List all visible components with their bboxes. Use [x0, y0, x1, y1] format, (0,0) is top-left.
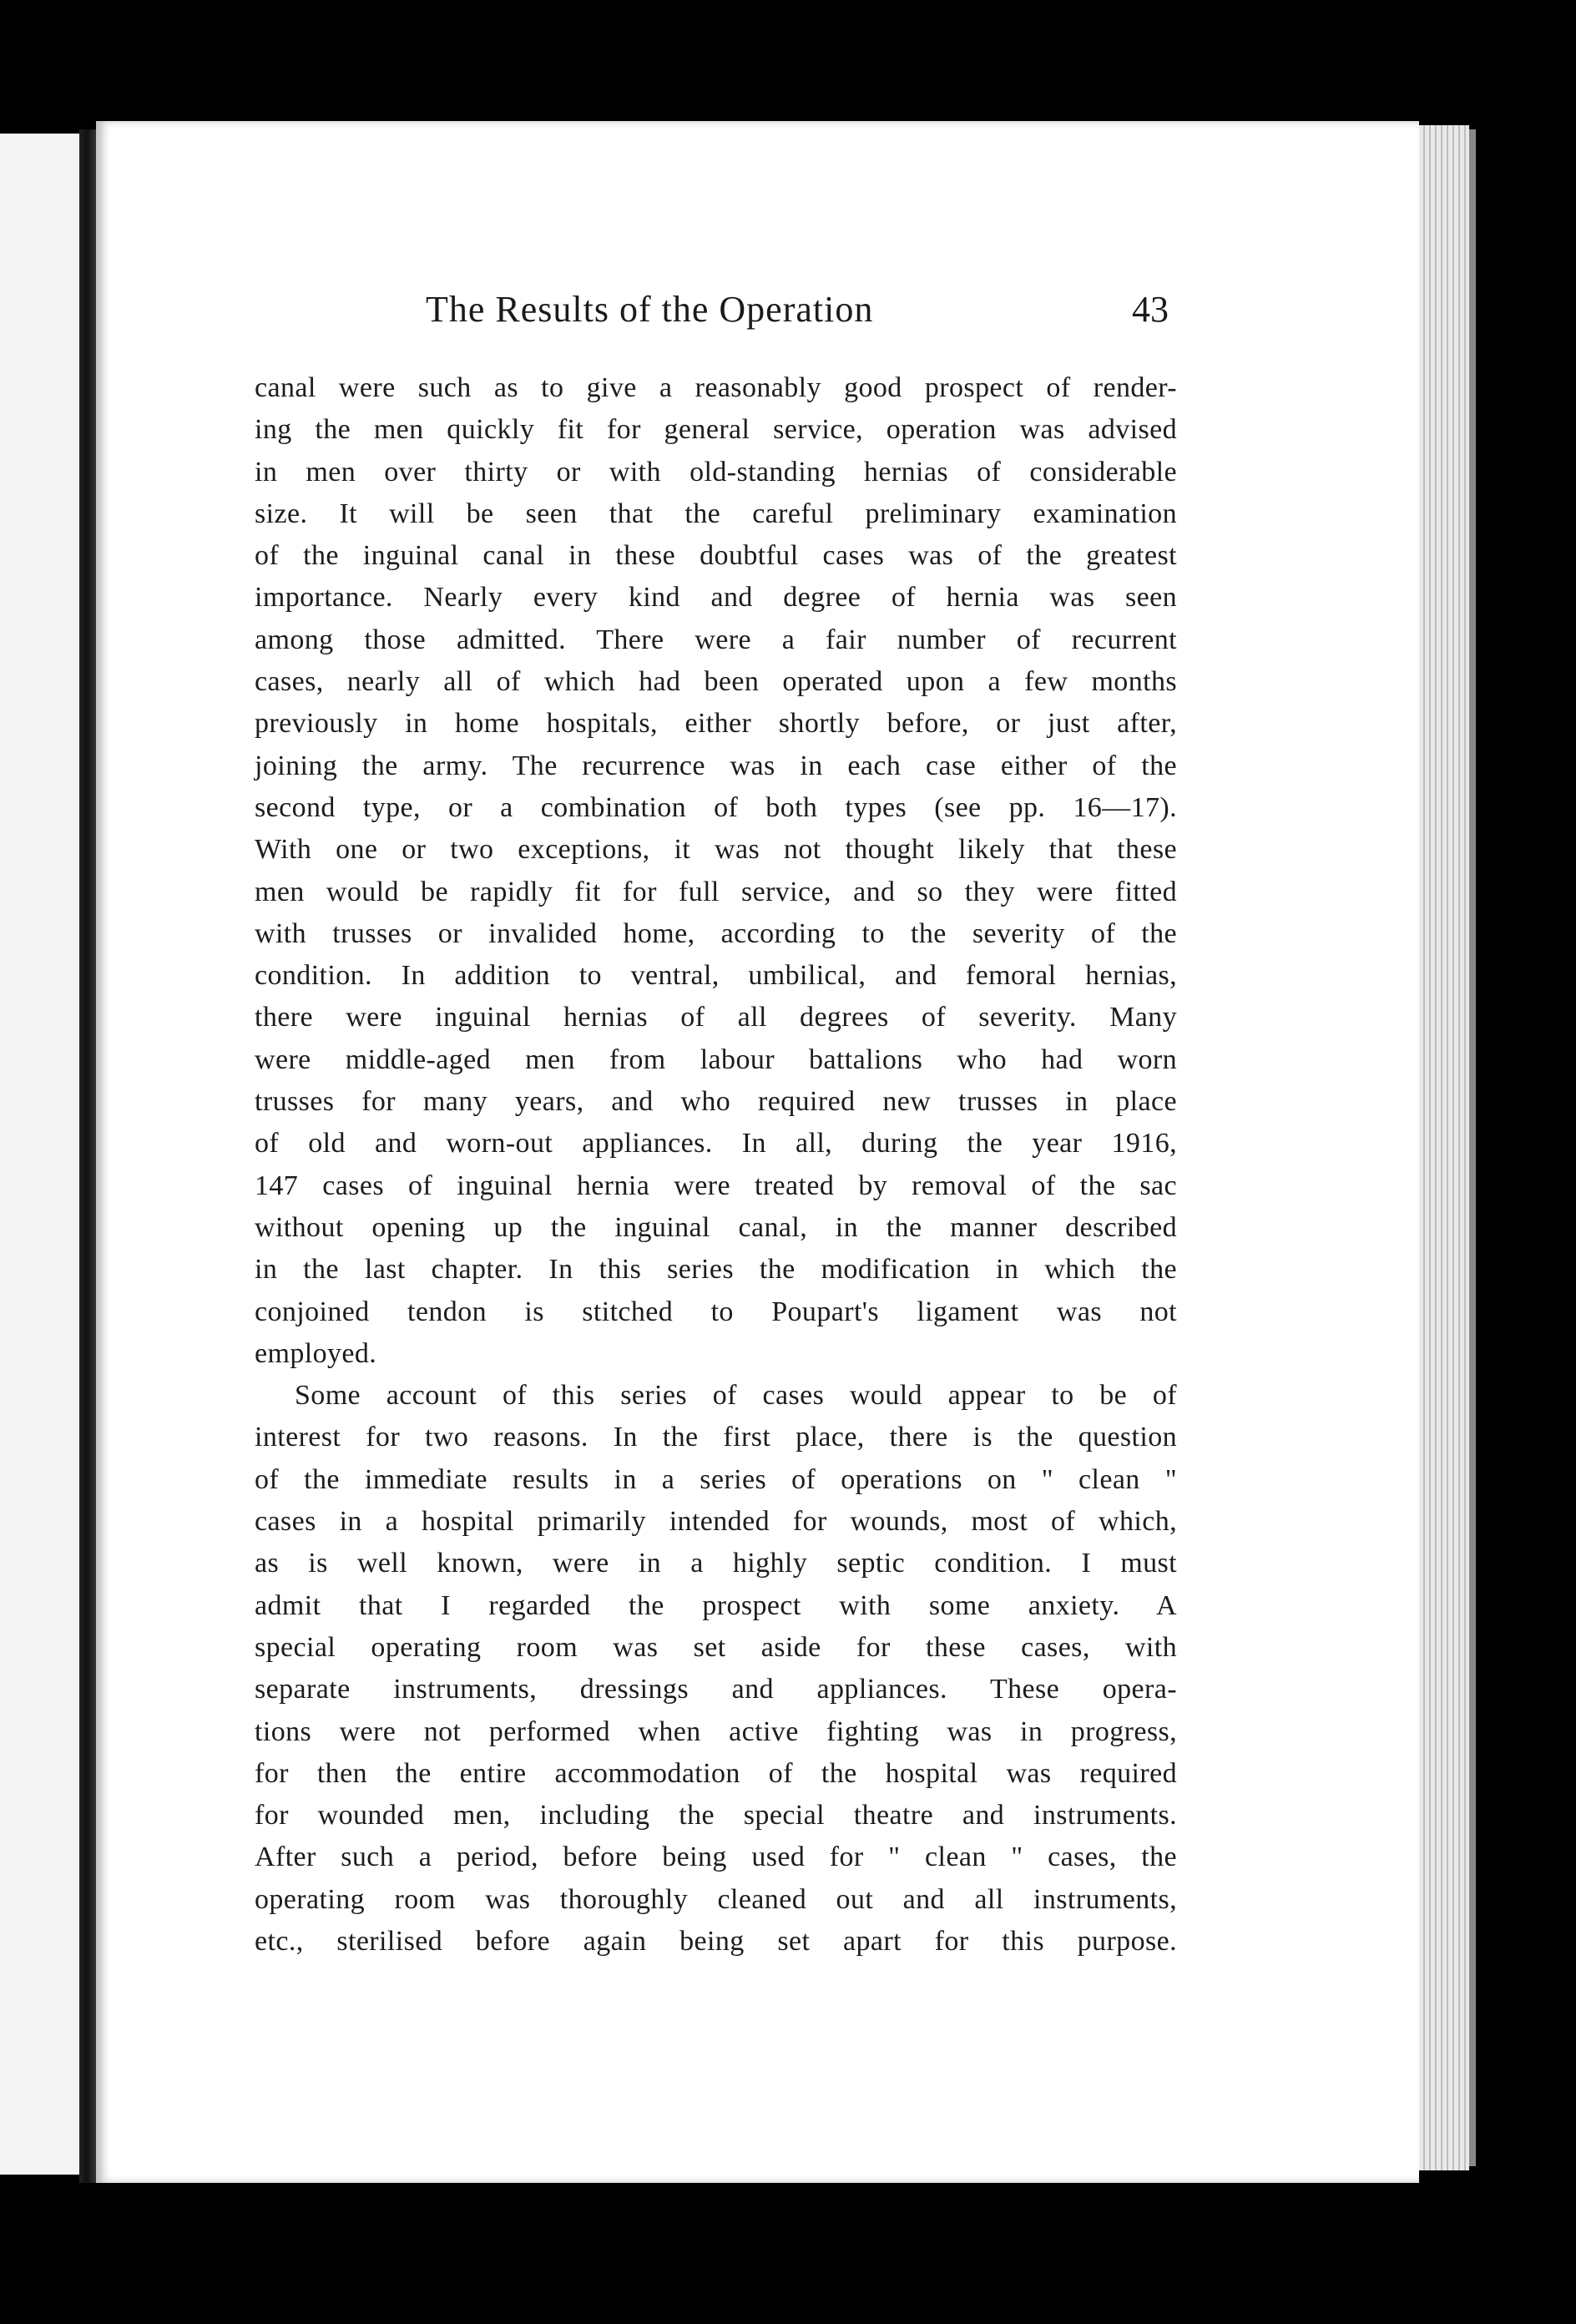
facing-page-edge	[0, 134, 79, 2175]
text-line: for then the entire accommodation of the hospital was required	[255, 1757, 1177, 1789]
text-line: employed.	[255, 1337, 377, 1369]
text-line: interest for two reasons. In the first place, there is the question	[255, 1422, 1177, 1453]
text-line: as is well known, were in a highly septic condition. I must	[255, 1548, 1177, 1579]
body-text	[255, 367, 1177, 1963]
text-line: joining the army. The recurrence was in each case either of the	[255, 750, 1177, 781]
page-number: 43	[1132, 289, 1169, 330]
text-line: condition. In addition to ventral, umbilical, and femoral hernias,	[255, 960, 1177, 992]
text-line: there were inguinal hernias of all degrees of severity. Many	[255, 1002, 1177, 1033]
text-line: previously in home hospitals, either shortly before, or just after,	[255, 708, 1177, 740]
text-line: cases in a hospital primarily intended for wounds, most of which,	[255, 1506, 1177, 1538]
text-line: of the inguinal canal in these doubtful cases was of the greatest	[255, 540, 1177, 572]
text-line: admit that I regarded the prospect with some anxiety. A	[255, 1589, 1177, 1621]
text-line: men would be rapidly fit for full service, and so they were fitted	[255, 876, 1177, 907]
text-line: ing the men quickly fit for general service, operation was advised	[255, 414, 1177, 446]
text-line: separate instruments, dressings and appliances. These opera-	[255, 1674, 1177, 1705]
text-line: etc., sterilised before again being set apart for this purpose.	[255, 1925, 1177, 1957]
text-line: without opening up the inguinal canal, in the manner described	[255, 1211, 1177, 1243]
text-line: operating room was thoroughly cleaned out and all instruments,	[255, 1883, 1177, 1915]
page-stack-edges	[1419, 125, 1469, 2170]
running-head-title: The Results of the Operation	[426, 289, 874, 330]
page-stack-shadow	[1469, 129, 1476, 2166]
text-line: Some account of this series of cases would appear to be of	[295, 1380, 1177, 1412]
text-line: size. It will be seen that the careful preliminary examination	[255, 498, 1177, 529]
text-line: 147 cases of inguinal hernia were treated by removal of the sac	[255, 1170, 1177, 1201]
book-gutter	[79, 129, 98, 2183]
text-line: were middle-aged men from labour battalions who had worn	[255, 1043, 1177, 1075]
text-line: After such a period, before being used for " clean " cases, the	[255, 1842, 1177, 1873]
text-line: trusses for many years, and who required new trusses in place	[255, 1086, 1177, 1118]
text-line: of the immediate results in a series of operations on " clean "	[255, 1463, 1177, 1495]
text-line: with trusses or invalided home, according to the severity of the	[255, 917, 1177, 949]
running-head	[259, 288, 1169, 346]
text-line: in the last chapter. In this series the modification in which the	[255, 1254, 1177, 1286]
text-line: With one or two exceptions, it was not thought likely that these	[255, 834, 1177, 866]
text-line: of old and worn-out appliances. In all, during the year 1916,	[255, 1128, 1177, 1159]
text-line: for wounded men, including the special theatre and instruments.	[255, 1800, 1177, 1831]
text-line: importance. Nearly every kind and degree of hernia was seen	[255, 582, 1177, 614]
text-line: canal were such as to give a reasonably good prospect of render-	[255, 372, 1177, 403]
text-line: conjoined tendon is stitched to Poupart's ligament was not	[255, 1296, 1177, 1327]
text-line: cases, nearly all of which had been operated upon a few months	[255, 666, 1177, 698]
paragraph	[255, 367, 1177, 1375]
paragraph	[255, 1375, 1177, 1963]
text-line: among those admitted. There were a fair number of recurrent	[255, 624, 1177, 655]
text-line: special operating room was set aside for these cases, with	[255, 1631, 1177, 1663]
text-line: tions were not performed when active fighting was in progress,	[255, 1715, 1177, 1747]
text-line: second type, or a combination of both types (see pp. 16—17).	[255, 791, 1177, 823]
text-line: in men over thirty or with old-standing hernias of considerable	[255, 456, 1177, 488]
